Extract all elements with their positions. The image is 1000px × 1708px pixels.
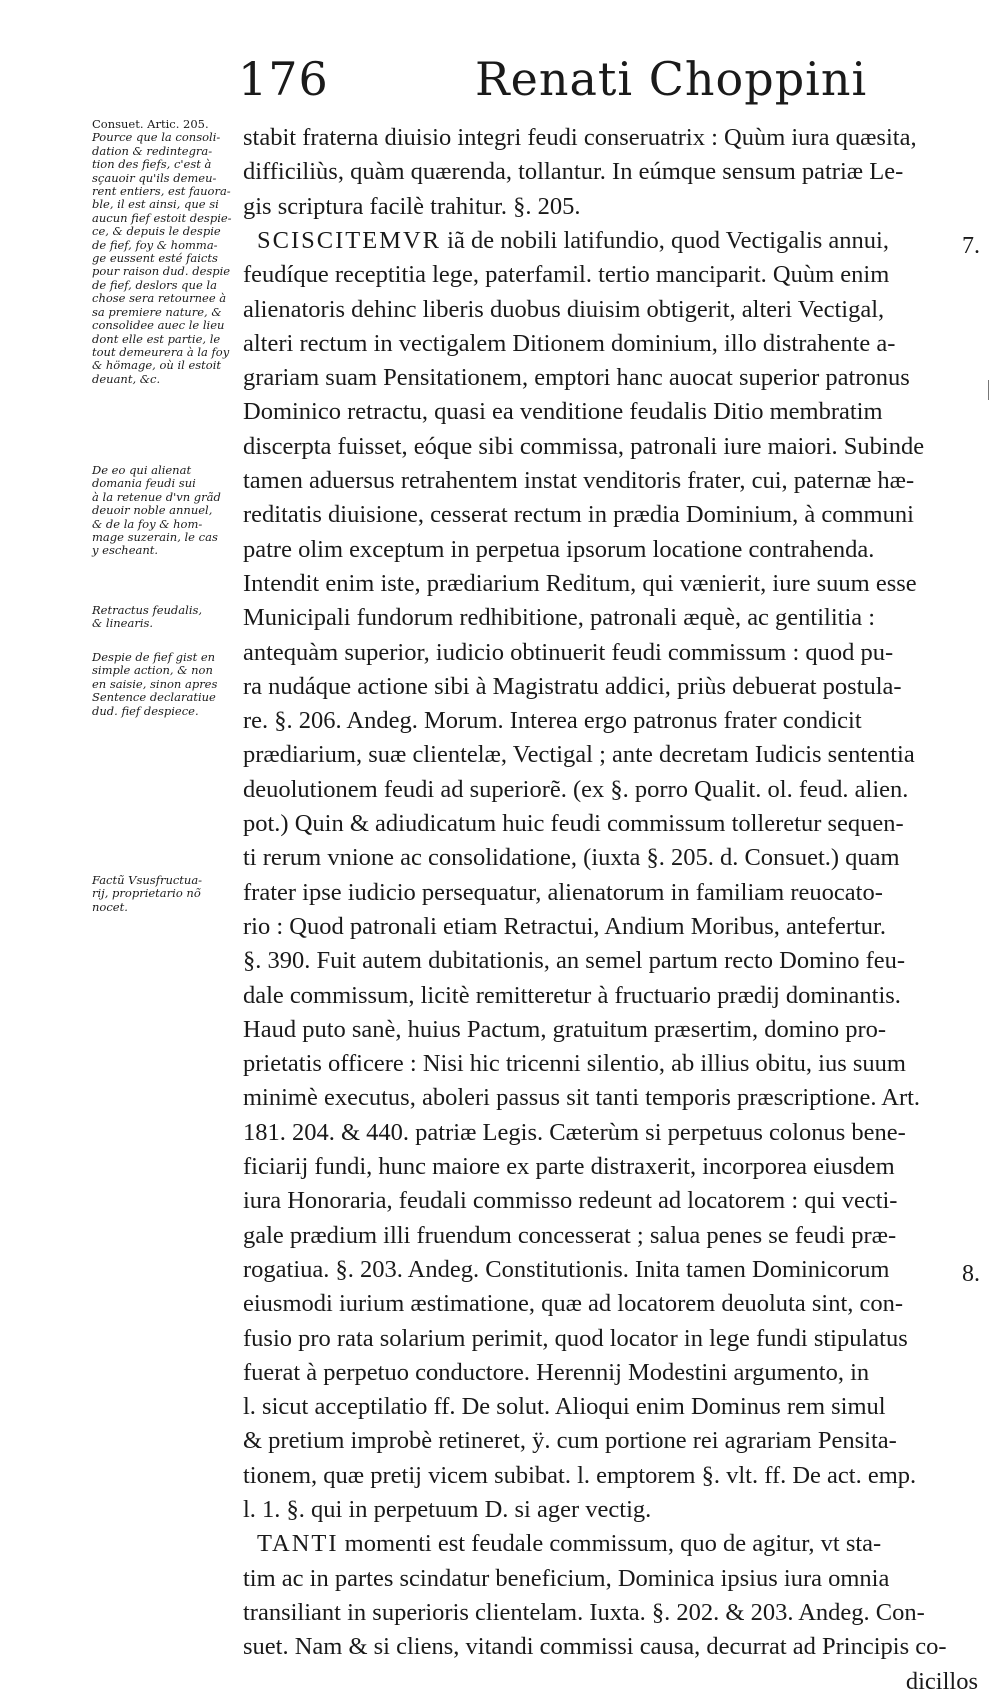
margin-note-line: sa premiere nature, & <box>92 304 222 319</box>
margin-note-line: aucun fief estoit despie- <box>92 210 232 225</box>
text-line: tim ac in partes scindatur beneficium, Dominica ipsius iura omnia <box>243 1564 890 1592</box>
margin-note-line: ble, il est ainsi, que si <box>92 197 219 212</box>
margin-note-line: Despie de fief gist en <box>92 650 216 664</box>
text-line: prædiarium, suæ clientelæ, Vectigal ; ante decretam Iudicis sententia <box>243 741 915 769</box>
text-line: §. 390. Fuit autem dubitationis, an semel partum recto Domino feu- <box>243 947 906 975</box>
margin-note-line: ge eussent esté faicts <box>92 251 218 266</box>
margin-note-line: en saisie, sinon apres <box>92 676 218 691</box>
text-line: TANTI momenti est feudale commissum, quo de agitur, vt sta- <box>257 1530 882 1558</box>
text-line: suet. Nam & si cliens, vitandi commissi causa, decurrat ad Principis co- <box>243 1633 947 1661</box>
text-line: difficiliùs, quàm quærenda, tollantur. In eúmque sensum patriæ Le- <box>243 158 904 186</box>
text-line: re. §. 206. Andeg. Morum. Interea ergo patronus frater condicit <box>243 707 862 735</box>
running-title: Renati Choppini <box>475 52 868 106</box>
paragraph-number: 8. <box>962 1261 980 1287</box>
text-line: antequàm superior, iudicio obtinuerit feudi commissum : quod pu- <box>243 638 894 666</box>
text-line: gis scriptura facilè trahitur. §. 205. <box>243 192 581 220</box>
text-line: tamen aduersus retrahentem instat venditoris frater, cui, paternæ hæ- <box>243 467 915 494</box>
paragraph-lead-word: SCISCITEMVR <box>257 226 442 254</box>
margin-note-line: y escheant. <box>92 543 159 558</box>
text-line: Dominico retractu, quasi ea venditione feudalis Ditio membratim <box>243 398 883 426</box>
margin-note-line: Pource que la consoli- <box>92 130 221 145</box>
text-line: eiusmodi iurium æstimatione, quæ ad locatorem deuoluta sint, con- <box>243 1290 904 1318</box>
text-line: minimè executus, aboleri passus sit tanti temporis præscriptione. Art. <box>243 1084 921 1112</box>
text-line: grariam suam Pensitationem, emptori hanc auocat superior patronus <box>243 364 910 392</box>
text-line: rogatiua. §. 203. Andeg. Constitutionis. Inita tamen Dominicorum <box>243 1255 890 1283</box>
text-line: tionem, quæ pretij vicem subibat. l. emptorem §. vlt. ff. De act. emp. <box>243 1461 917 1489</box>
text-line: ficiarij fundi, hunc maiore ex parte distraxerit, incorporea eiusdem <box>243 1153 895 1180</box>
text-line: frater ipse iudicio persequatur, alienatorum in familiam reuocato- <box>243 878 883 906</box>
text-line: l. sicut acceptilatio ff. De solut. Alioqui enim Dominus rem simul <box>243 1393 886 1421</box>
margin-note-line: Factũ Vsusfructua- <box>92 873 203 887</box>
text-line: discerpta fuisset, eóque sibi commissa, patronali iure maiori. Subinde <box>243 432 925 460</box>
margin-note-line: ce, & depuis le despie <box>92 224 221 239</box>
margin-note-line: de fief, deslors que la <box>92 277 217 292</box>
paragraph-number: 7. <box>962 233 980 259</box>
text-line: dale commissum, licitè remitteretur à fructuario prædij dominantis. <box>243 981 901 1009</box>
text-line: fusio pro rata solarium perimit, quod locator in lege fundi stipulatus <box>243 1324 908 1352</box>
margin-note-line: chose sera retournee à <box>92 291 227 306</box>
text-line: Municipali fundorum redhibitione, patronali æquè, ac gentilitia : <box>243 604 876 632</box>
margin-note-line: deuoir noble annuel, <box>92 503 213 518</box>
text-line: SCISCITEMVR iã de nobili latifundio, quod Vectigalis annui, <box>257 226 889 254</box>
text-line: rio : Quod patronali etiam Retractui, Andium Moribus, antefertur. <box>243 912 886 940</box>
margin-note-line: dont elle est partie, le <box>92 331 221 346</box>
margin-note-line: rent entiers, est fauora- <box>92 184 231 199</box>
text-line: ti rerum vnione ac consolidatione, (iuxta §. 205. d. Consuet.) quam <box>243 844 900 872</box>
margin-note <box>92 604 242 631</box>
margin-note-line: & de la foy & hom- <box>92 516 203 531</box>
margin-note-line: rij, proprietario nõ <box>92 886 201 901</box>
margin-note-line: dation & redintegra- <box>92 143 213 158</box>
margin-note-line: sçauoir qu'ils demeu- <box>92 170 217 185</box>
text-line: alienatoris dehinc liberis duobus diuisim obtigerit, alteri Vectigal, <box>243 295 885 323</box>
margin-note-line: domania feudi sui <box>92 476 196 491</box>
text-line: patre olim exceptum in perpetua ipsorum locatione contrahenda. <box>243 535 875 563</box>
text-line: fuerat à perpetuo conductore. Herennij Modestini argumento, in <box>243 1358 870 1386</box>
page-header <box>0 52 1000 112</box>
text-line: iura Honoraria, feudali commisso redeunt ad locatorem : qui vecti- <box>243 1187 898 1215</box>
text-line: deuolutionem feudi ad superiorẽ. (ex §. porro Qualit. ol. feud. alien. <box>243 775 909 803</box>
text-line: dicillos <box>905 1667 978 1695</box>
text-line: feudíque receptitia lege, paterfamil. tertio manciparit. Quùm enim <box>243 261 890 289</box>
text-line: prietatis officere : Nisi hic tricenni silentio, ab illius obitu, ius suum <box>243 1050 906 1078</box>
margin-note-line: à la retenue d'vn grãd <box>92 489 221 504</box>
scan-mark <box>988 380 989 400</box>
margin-note-line: mage suzerain, le cas <box>92 530 218 545</box>
margin-note-head: Consuet. Artic. 205. <box>92 117 209 131</box>
text-line: 181. 204. & 440. patriæ Legis. Cæterùm si perpetuus colonus bene- <box>243 1118 906 1146</box>
margin-note <box>92 651 242 718</box>
margin-note <box>92 874 242 914</box>
margin-note-line: consolidee auec le lieu <box>92 318 225 333</box>
text-line: & pretium improbè retineret, ÿ. cum portione rei agrariam Pensita- <box>243 1427 897 1455</box>
margin-note-line: Retractus feudalis, <box>92 603 203 617</box>
text-line: gale prædium illi fruendum concesserat ; salua penes se feudi præ- <box>243 1221 897 1249</box>
margin-note-line: tout demeurera à la foy <box>92 344 230 359</box>
margin-note-line: tion des fiefs, c'est à <box>92 157 212 172</box>
margin-note-line: dud. fief despiece. <box>92 703 199 718</box>
text-line: ra nudáque actione sibi à Magistratu addici, priùs debuerat postula- <box>243 672 902 700</box>
text-line: alteri rectum in vectigalem Ditionem dominium, illo distrahente a- <box>243 329 896 357</box>
text-line: stabit fraterna diuisio integri feudi conseruatrix : Quùm iura quæsita, <box>243 124 917 151</box>
text-line: reditatis diuisione, cesserat rectum in prædia Dominium, à communi <box>243 501 914 529</box>
margin-note-line: Sentence declaratiue <box>92 690 216 705</box>
margin-note-line: & hömage, où il estoit <box>92 358 222 373</box>
page-number: 176 <box>238 52 329 106</box>
margin-note-line: de fief, foy & homma- <box>92 237 218 252</box>
margin-note-line: De eo qui alienat <box>92 463 192 477</box>
margin-note <box>92 464 242 558</box>
margin-note-line: nocet. <box>92 899 128 914</box>
text-line: Haud puto sanè, huius Pactum, gratuitum præsertim, domino pro- <box>243 1015 887 1043</box>
margin-note-line: simple action, & non <box>92 663 213 678</box>
text-line: pot.) Quin & adiudicatum huic feudi commissum tolleretur sequen- <box>243 810 904 837</box>
text-line: l. 1. §. qui in perpetuum D. si ager vectig. <box>243 1496 652 1523</box>
text-line: transiliant in superioris clientelam. Iuxta. §. 202. & 203. Andeg. Con- <box>243 1598 925 1626</box>
paragraph-lead-word: TANTI <box>257 1530 339 1558</box>
text-line: Intendit enim iste, prædiarium Reditum, qui vænierit, iure suum esse <box>243 569 917 597</box>
margin-note-line: & linearis. <box>92 616 154 631</box>
margin-note-line: pour raison dud. despie <box>92 264 231 279</box>
margin-note <box>92 118 242 386</box>
margin-note-line: deuant, &c. <box>92 371 161 386</box>
